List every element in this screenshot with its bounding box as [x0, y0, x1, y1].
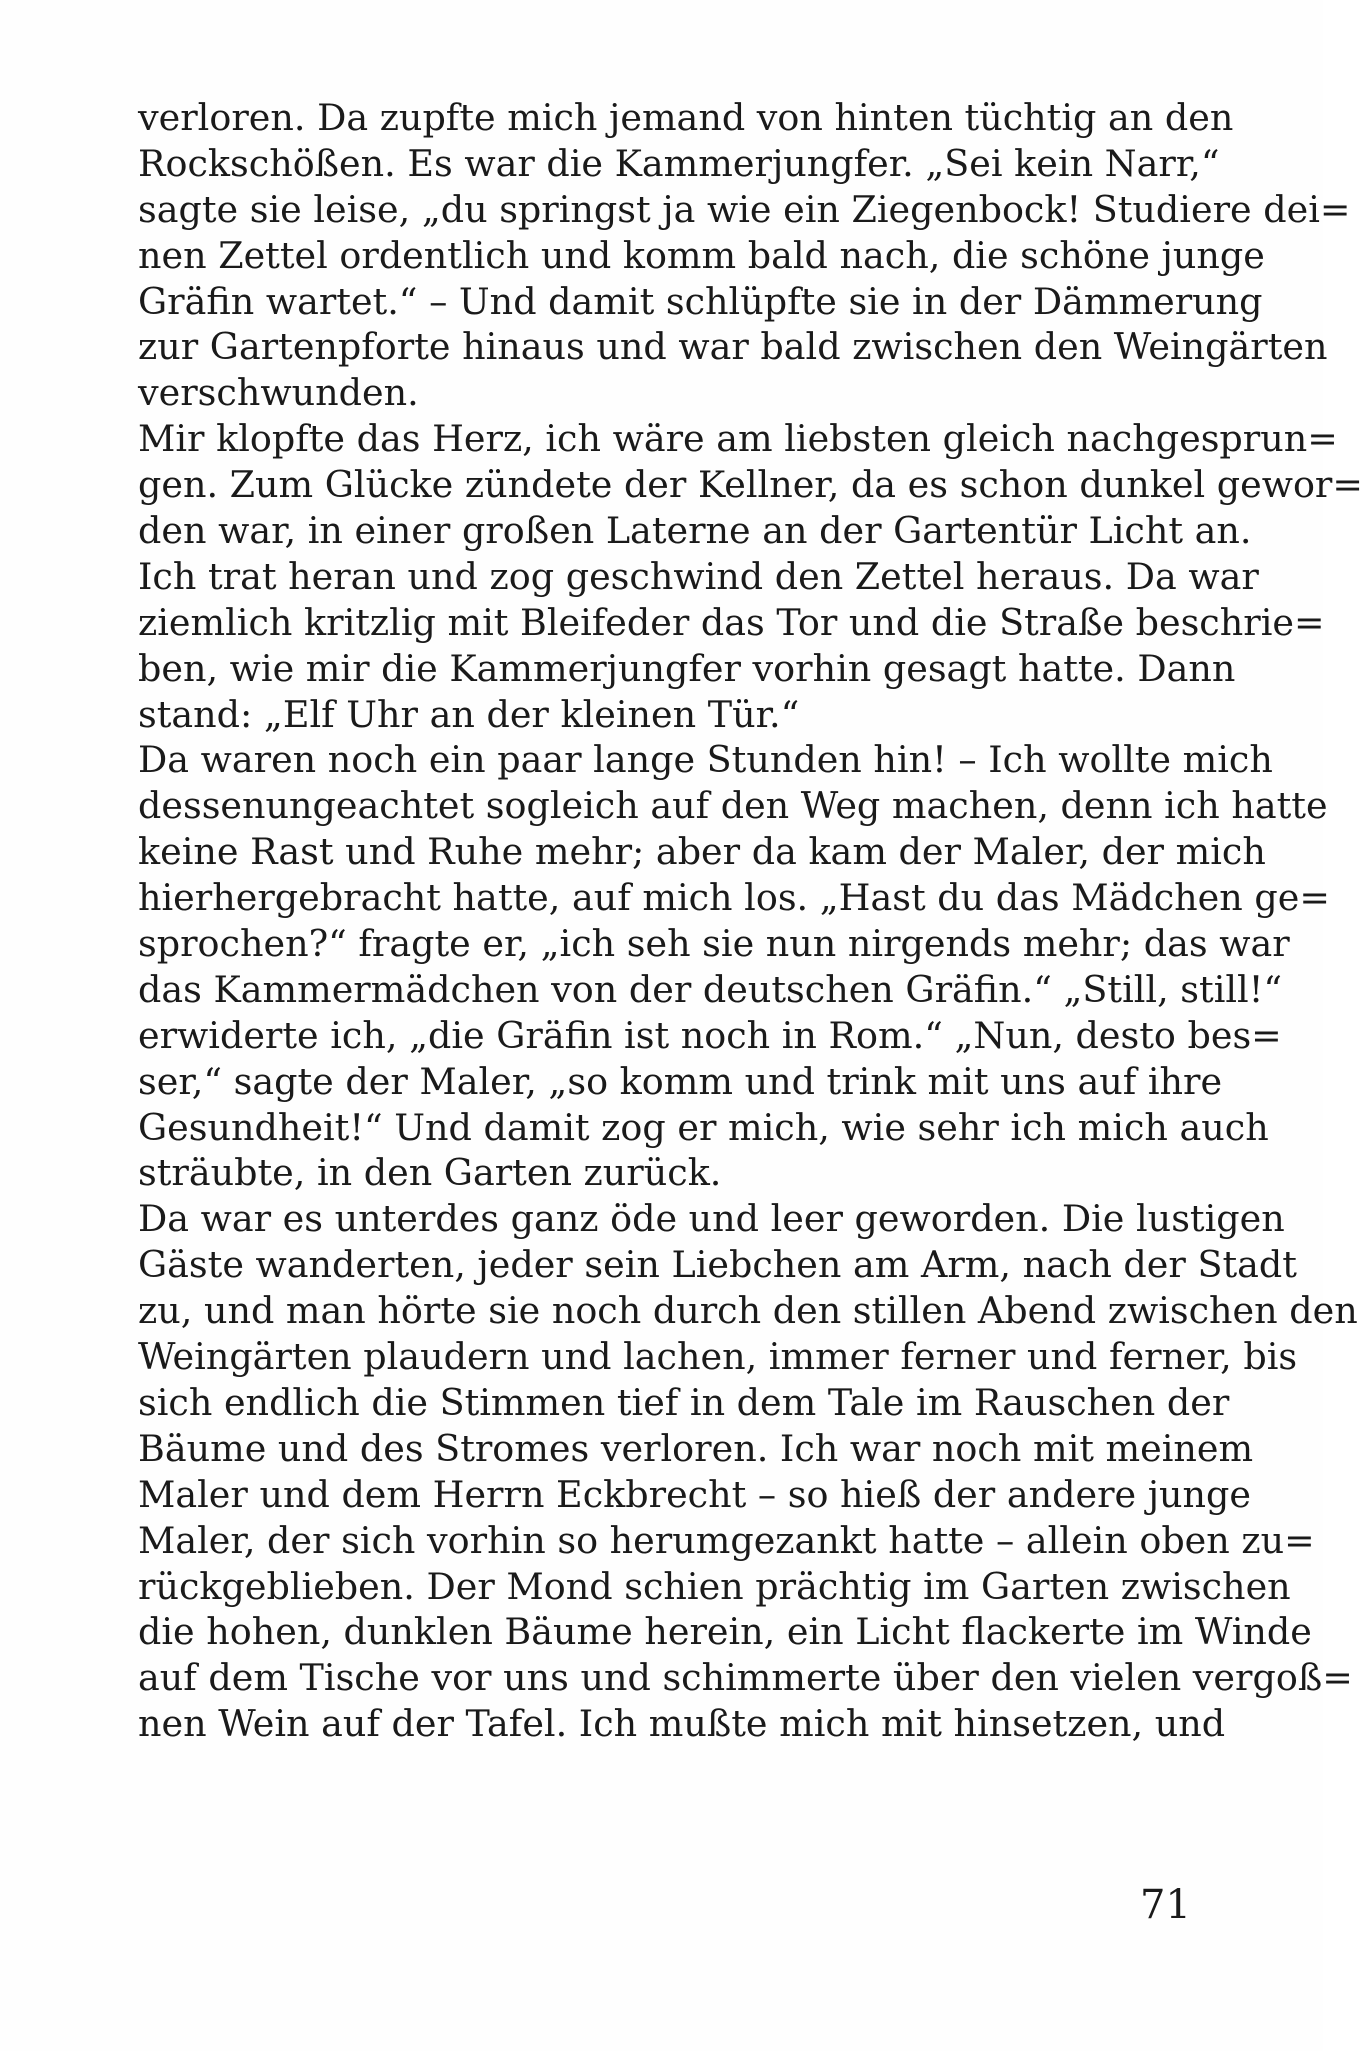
text-line: nen Zettel ordentlich und komm bald nach, die schöne junge [138, 233, 1265, 277]
text-line: Rockschößen. Es war die Kammerjungfer. „Sei kein Narr,“ [138, 141, 1220, 185]
text-line: auf dem Tische vor uns und schimmerte über den vielen vergoß= [138, 1656, 1353, 1700]
text-block [138, 95, 1363, 1747]
text-line: gen. Zum Glücke zündete der Kellner, da es schon dunkel gewor= [138, 463, 1363, 507]
text-line: erwiderte ich, „die Gräfin ist noch in Rom.“ „Nun, desto bes= [138, 1013, 1282, 1057]
text-line: dessenungeachtet sogleich auf den Weg machen, denn ich hatte [138, 784, 1328, 828]
text-line: ser,“ sagte der Maler, „so komm und trink mit uns auf ihre [138, 1059, 1223, 1103]
text-line: Mir klopfte das Herz, ich wäre am liebsten gleich nachgesprun= [138, 417, 1338, 461]
text-line: zur Gartenpforte hinaus und war bald zwischen den Weingärten [138, 325, 1328, 369]
text-line: den war, in einer großen Laterne an der Gartentür Licht an. [138, 509, 1252, 553]
text-line: die hohen, dunklen Bäume herein, ein Licht flackerte im Winde [138, 1610, 1312, 1654]
text-line: verloren. Da zupfte mich jemand von hinten tüchtig an den [138, 96, 1234, 139]
text-line: Ich trat heran und zog geschwind den Zettel heraus. Da war [138, 554, 1259, 598]
text-line: nen Wein auf der Tafel. Ich mußte mich mit hinsetzen, und [138, 1702, 1226, 1746]
text-line: zu, und man hörte sie noch durch den stillen Abend zwischen den [138, 1289, 1358, 1333]
text-line: sprochen?“ fragte er, „ich seh sie nun nirgends mehr; das war [138, 922, 1290, 966]
paragraph-end-line: verschwunden. [138, 371, 419, 415]
text-line: Maler und dem Herrn Eckbrecht – so hieß der andere junge [138, 1472, 1252, 1516]
text-line: sich endlich die Stimmen tief in dem Tale im Rauschen der [138, 1380, 1230, 1424]
text-line: ziemlich kritzlig mit Bleifeder das Tor und die Straße beschrie= [138, 600, 1325, 644]
paragraph-end-line: sträubte, in den Garten zurück. [138, 1151, 722, 1195]
page-number: 71 [1140, 1882, 1191, 1928]
text-line: Maler, der sich vorhin so herumgezankt hatte – allein oben zu= [138, 1518, 1315, 1562]
text-line: Da war es unterdes ganz öde und leer geworden. Die lustigen [138, 1197, 1285, 1241]
text-line: rückgeblieben. Der Mond schien prächtig im Garten zwischen [138, 1564, 1291, 1608]
paragraph-end-line: stand: „Elf Uhr an der kleinen Tür.“ [138, 692, 800, 736]
text-line: ben, wie mir die Kammerjungfer vorhin gesagt hatte. Dann [138, 646, 1236, 690]
text-line: Gesundheit!“ Und damit zog er mich, wie sehr ich mich auch [138, 1105, 1269, 1149]
text-line: Bäume und des Stromes verloren. Ich war noch mit meinem [138, 1426, 1254, 1470]
text-line: hierhergebracht hatte, auf mich los. „Hast du das Mädchen ge= [138, 876, 1330, 920]
text-line: Gräfin wartet.“ – Und damit schlüpfte sie in der Dämmerung [138, 279, 1263, 323]
text-line: keine Rast und Ruhe mehr; aber da kam der Maler, der mich [138, 830, 1266, 874]
text-line: sagte sie leise, „du springst ja wie ein Ziegenbock! Studiere dei= [138, 187, 1351, 231]
text-line: das Kammermädchen von der deutschen Gräfin.“ „Still, still!“ [138, 967, 1283, 1011]
text-line: Da waren noch ein paar lange Stunden hin! – Ich wollte mich [138, 738, 1273, 782]
text-line: Weingärten plaudern und lachen, immer ferner und ferner, bis [138, 1335, 1298, 1379]
text-line: Gäste wanderten, jeder sein Liebchen am Arm, nach der Stadt [138, 1243, 1297, 1287]
